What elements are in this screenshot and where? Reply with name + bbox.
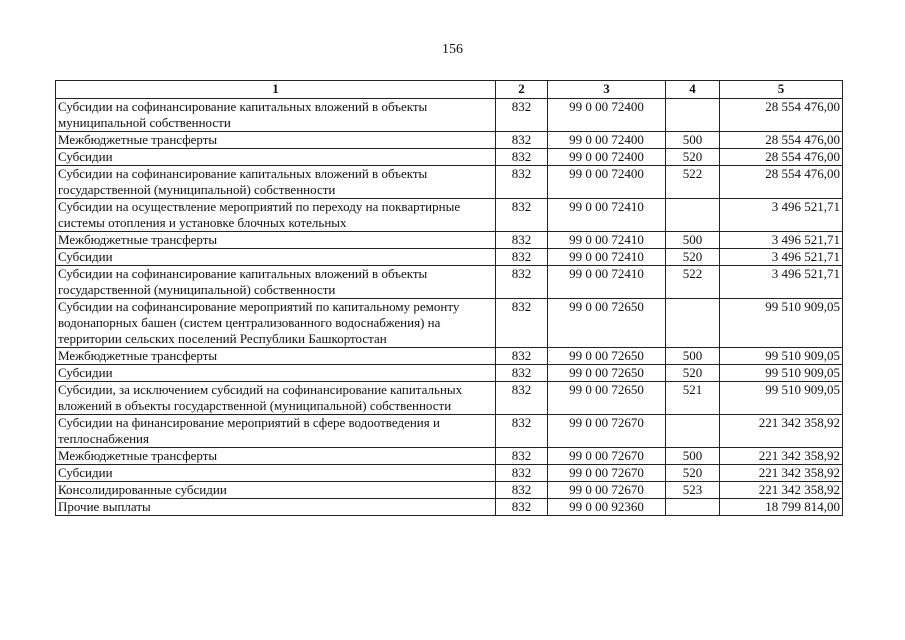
row-admin-code: 832 (496, 482, 548, 499)
row-expense-type (666, 199, 720, 232)
table-row (56, 166, 843, 199)
row-amount: 28 554 476,00 (720, 99, 843, 132)
row-description: Межбюджетные трансферты (56, 132, 496, 149)
budget-table (55, 80, 843, 516)
table-row (56, 382, 843, 415)
row-amount: 3 496 521,71 (720, 199, 843, 232)
row-description: Субсидии на софинансирование капитальных вложений в объекты государственной (муниципальной) собственности (56, 166, 496, 199)
row-expense-type (666, 415, 720, 448)
row-description: Межбюджетные трансферты (56, 232, 496, 249)
header-col-1: 1 (56, 81, 496, 99)
table-row (56, 266, 843, 299)
table-row (56, 365, 843, 382)
table-row (56, 232, 843, 249)
row-description: Субсидии (56, 149, 496, 166)
row-amount: 28 554 476,00 (720, 132, 843, 149)
row-admin-code: 832 (496, 99, 548, 132)
row-amount: 99 510 909,05 (720, 299, 843, 348)
row-expense-type: 521 (666, 382, 720, 415)
row-expense-type: 520 (666, 465, 720, 482)
row-admin-code: 832 (496, 465, 548, 482)
row-expense-type: 523 (666, 482, 720, 499)
row-amount: 3 496 521,71 (720, 249, 843, 266)
row-description: Субсидии на осуществление мероприятий по переходу на поквартирные системы отопления и установке блочных котельных (56, 199, 496, 232)
row-admin-code: 832 (496, 415, 548, 448)
table-row (56, 299, 843, 348)
row-expense-type: 520 (666, 365, 720, 382)
row-expense-type: 500 (666, 448, 720, 465)
table-row (56, 149, 843, 166)
row-admin-code: 832 (496, 448, 548, 465)
row-expense-type (666, 99, 720, 132)
row-target-code: 99 0 00 72650 (548, 348, 666, 365)
row-admin-code: 832 (496, 499, 548, 516)
row-admin-code: 832 (496, 382, 548, 415)
header-col-3: 3 (548, 81, 666, 99)
row-amount: 99 510 909,05 (720, 382, 843, 415)
row-description: Субсидии (56, 465, 496, 482)
table-row (56, 199, 843, 232)
header-row (56, 81, 843, 99)
row-admin-code: 832 (496, 166, 548, 199)
row-target-code: 99 0 00 72670 (548, 415, 666, 448)
row-target-code: 99 0 00 72650 (548, 299, 666, 348)
row-admin-code: 832 (496, 266, 548, 299)
row-amount: 221 342 358,92 (720, 482, 843, 499)
row-amount: 28 554 476,00 (720, 166, 843, 199)
table-row (56, 465, 843, 482)
row-amount: 221 342 358,92 (720, 465, 843, 482)
row-description: Прочие выплаты (56, 499, 496, 516)
header-col-5: 5 (720, 81, 843, 99)
table-row (56, 499, 843, 516)
row-admin-code: 832 (496, 365, 548, 382)
row-amount: 221 342 358,92 (720, 448, 843, 465)
row-description: Субсидии, за исключением субсидий на софинансирование капитальных вложений в объекты государственной (муниципальной) собственности (56, 382, 496, 415)
row-expense-type (666, 499, 720, 516)
table-row (56, 448, 843, 465)
row-admin-code: 832 (496, 348, 548, 365)
row-description: Субсидии на софинансирование капитальных вложений в объекты государственной (муниципальной) собственности (56, 266, 496, 299)
row-description: Межбюджетные трансферты (56, 448, 496, 465)
row-target-code: 99 0 00 72400 (548, 132, 666, 149)
table-row (56, 132, 843, 149)
header-col-2: 2 (496, 81, 548, 99)
row-target-code: 99 0 00 72400 (548, 149, 666, 166)
row-expense-type: 500 (666, 348, 720, 365)
row-admin-code: 832 (496, 299, 548, 348)
page-number: 156 (442, 42, 463, 57)
row-admin-code: 832 (496, 199, 548, 232)
row-amount: 18 799 814,00 (720, 499, 843, 516)
table-row (56, 99, 843, 132)
row-expense-type: 520 (666, 149, 720, 166)
row-admin-code: 832 (496, 149, 548, 166)
row-amount: 3 496 521,71 (720, 232, 843, 249)
row-expense-type: 522 (666, 166, 720, 199)
row-description: Субсидии на софинансирование мероприятий по капитальному ремонту водонапорных башен (систем централизованного водоснабжения) на территории сельских поселений Республики Башкортостан (56, 299, 496, 348)
row-target-code: 99 0 00 72400 (548, 166, 666, 199)
row-amount: 221 342 358,92 (720, 415, 843, 448)
row-target-code: 99 0 00 92360 (548, 499, 666, 516)
row-amount: 99 510 909,05 (720, 365, 843, 382)
table-row (56, 249, 843, 266)
row-description: Субсидии (56, 365, 496, 382)
row-target-code: 99 0 00 72650 (548, 382, 666, 415)
row-target-code: 99 0 00 72670 (548, 465, 666, 482)
row-target-code: 99 0 00 72400 (548, 99, 666, 132)
row-expense-type: 500 (666, 132, 720, 149)
row-description: Межбюджетные трансферты (56, 348, 496, 365)
row-expense-type: 522 (666, 266, 720, 299)
row-admin-code: 832 (496, 249, 548, 266)
row-amount: 28 554 476,00 (720, 149, 843, 166)
row-target-code: 99 0 00 72670 (548, 448, 666, 465)
table-row (56, 415, 843, 448)
row-target-code: 99 0 00 72410 (548, 232, 666, 249)
row-target-code: 99 0 00 72650 (548, 365, 666, 382)
row-description: Субсидии на финансирование мероприятий в сфере водоотведения и теплоснабжения (56, 415, 496, 448)
row-target-code: 99 0 00 72410 (548, 266, 666, 299)
table-row (56, 348, 843, 365)
row-expense-type: 500 (666, 232, 720, 249)
header-col-4: 4 (666, 81, 720, 99)
row-target-code: 99 0 00 72410 (548, 199, 666, 232)
row-target-code: 99 0 00 72670 (548, 482, 666, 499)
row-description: Консолидированные субсидии (56, 482, 496, 499)
table-row (56, 482, 843, 499)
row-amount: 3 496 521,71 (720, 266, 843, 299)
row-description: Субсидии (56, 249, 496, 266)
row-expense-type: 520 (666, 249, 720, 266)
row-description: Субсидии на софинансирование капитальных вложений в объекты муниципальной собственности (56, 99, 496, 132)
row-admin-code: 832 (496, 232, 548, 249)
row-target-code: 99 0 00 72410 (548, 249, 666, 266)
row-expense-type (666, 299, 720, 348)
row-amount: 99 510 909,05 (720, 348, 843, 365)
row-admin-code: 832 (496, 132, 548, 149)
